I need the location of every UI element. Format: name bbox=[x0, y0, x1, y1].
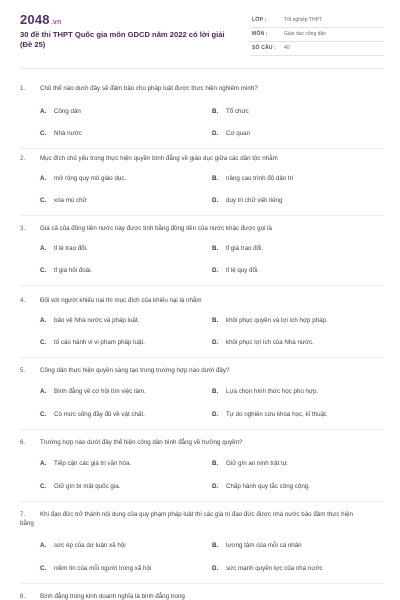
question-text bbox=[20, 438, 360, 447]
option-text: sức ép của dư luận xã hội bbox=[54, 542, 126, 549]
option-d[interactable] bbox=[212, 411, 328, 418]
meta-label: SỐ CÂU : bbox=[252, 45, 277, 51]
option-text: niềm tin của mỗi người trong xã hội bbox=[54, 565, 152, 572]
option-letter: B. bbox=[212, 175, 219, 182]
option-letter: C. bbox=[40, 339, 47, 346]
option-c[interactable] bbox=[40, 267, 92, 274]
document-meta bbox=[250, 14, 384, 56]
option-text: xóa mù chữ bbox=[54, 197, 87, 204]
question-number: 7. bbox=[20, 511, 26, 518]
option-text: khôi phục lợi ích của Nhà nước. bbox=[226, 339, 314, 346]
meta-row-subject bbox=[250, 28, 384, 42]
option-d[interactable] bbox=[212, 339, 314, 346]
meta-row-class bbox=[250, 14, 384, 28]
option-text: Giữ gìn bí mật quốc gia. bbox=[54, 483, 121, 490]
option-letter: B. bbox=[212, 245, 219, 252]
option-b[interactable] bbox=[212, 317, 328, 324]
option-b[interactable] bbox=[212, 388, 318, 395]
question-body: Trường hợp nào dưới đây thể hiện công dân bình đẳng về hưởng quyền? bbox=[40, 439, 243, 446]
option-letter: D. bbox=[212, 197, 219, 204]
option-letter: A. bbox=[40, 108, 47, 115]
option-text: Bình đẳng về cơ hội tìm việc làm. bbox=[54, 388, 146, 395]
option-text: Giữ gìn an ninh trật tự. bbox=[226, 460, 289, 467]
option-a[interactable] bbox=[40, 317, 139, 324]
question-divider bbox=[20, 357, 384, 358]
meta-label: LỚP : bbox=[252, 17, 267, 23]
option-text: Chấp hành quy tắc công cộng. bbox=[226, 483, 310, 490]
option-a[interactable] bbox=[40, 175, 126, 182]
question-divider bbox=[20, 285, 384, 286]
meta-label: MÔN : bbox=[252, 31, 268, 37]
question-number: 3. bbox=[20, 225, 26, 232]
option-text: tỉ giá trao đổi. bbox=[226, 245, 264, 252]
option-c[interactable] bbox=[40, 339, 145, 346]
option-letter: D. bbox=[212, 267, 219, 274]
question-body: Khi đạo đức trở thành nội dung của quy phạm pháp luật thì các giá trị đạo đức được nhà nước bảo đảm thực hiện bằng bbox=[20, 511, 353, 527]
document-title: 30 đề thi THPT Quốc gia môn GDCD năm 2022 có lời giải (Đề 25) bbox=[20, 30, 225, 49]
option-c[interactable] bbox=[40, 130, 82, 137]
question-body: Công dân thực hiện quyền sáng tạo trong trường hợp nào dưới đây? bbox=[40, 367, 230, 374]
question-divider bbox=[20, 148, 384, 149]
option-letter: B. bbox=[212, 108, 219, 115]
option-text: khôi phục quyền và lợi ích hợp pháp. bbox=[226, 317, 328, 324]
question-body: Chủ thể nào dưới đây sẽ đảm bảo cho pháp luật được thực hiện nghiêm minh? bbox=[40, 85, 258, 92]
question-body: Mục đích chủ yếu trong thực hiện quyền bình đẳng về giáo dục giữa các dân tộc nhằm bbox=[40, 155, 278, 162]
option-letter: B. bbox=[212, 388, 219, 395]
option-text: Lựa chọn hình thức học phù hợp. bbox=[226, 388, 319, 395]
option-b[interactable] bbox=[212, 175, 293, 182]
question-text bbox=[20, 154, 360, 163]
option-letter: A. bbox=[40, 542, 47, 549]
site-logo[interactable] bbox=[20, 12, 61, 27]
option-text: Nhà nước bbox=[54, 130, 82, 137]
option-letter: C. bbox=[40, 483, 47, 490]
option-text: tỉ lệ trao đổi. bbox=[54, 245, 88, 252]
option-letter: D. bbox=[212, 411, 219, 418]
option-text: mở rộng quy mô giáo dục. bbox=[54, 175, 127, 182]
option-text: Cơ quan bbox=[226, 130, 251, 137]
option-letter: A. bbox=[40, 175, 47, 182]
question-divider bbox=[20, 501, 384, 502]
question-number: 8. bbox=[20, 593, 26, 600]
option-letter: A. bbox=[40, 245, 47, 252]
option-text: Tự do nghiên cứu khoa học, kĩ thuật. bbox=[226, 411, 328, 418]
logo-suffix: .vn bbox=[50, 19, 62, 26]
option-b[interactable] bbox=[212, 542, 302, 549]
logo-main: 2048 bbox=[20, 12, 50, 27]
meta-value: Tốt nghiệp THPT bbox=[284, 17, 322, 23]
option-text: tố cáo hành vi vi phạm pháp luật. bbox=[54, 339, 145, 346]
question-text bbox=[20, 592, 360, 600]
option-text: lương tâm của mỗi cá nhân bbox=[226, 542, 302, 549]
option-c[interactable] bbox=[40, 411, 145, 418]
option-text: Tổ chức bbox=[226, 108, 249, 115]
option-text: nâng cao trình độ dân trí bbox=[226, 175, 294, 182]
option-letter: A. bbox=[40, 317, 47, 324]
option-c[interactable] bbox=[40, 483, 120, 490]
question-divider bbox=[20, 583, 384, 584]
option-d[interactable] bbox=[212, 267, 259, 274]
question-body: Giá cả của đồng tiền nước này được tính bằng đồng tiền của nước khác được gọi là bbox=[40, 225, 272, 232]
option-b[interactable] bbox=[212, 108, 249, 115]
option-d[interactable] bbox=[212, 130, 250, 137]
option-letter: B. bbox=[212, 542, 219, 549]
question-text bbox=[20, 224, 360, 233]
option-letter: C. bbox=[40, 267, 47, 274]
option-b[interactable] bbox=[212, 245, 263, 252]
option-d[interactable] bbox=[212, 197, 282, 204]
question-body: Đối với người khiếu nại thì mục đích của khiếu nại là nhằm bbox=[40, 297, 202, 304]
option-text: tỉ giá hối đoái. bbox=[54, 267, 93, 274]
option-a[interactable] bbox=[40, 460, 131, 467]
option-letter: C. bbox=[40, 565, 47, 572]
option-text: tỉ lệ quy đổi. bbox=[226, 267, 260, 274]
option-letter: B. bbox=[212, 460, 219, 467]
option-letter: A. bbox=[40, 460, 47, 467]
question-number: 1. bbox=[20, 85, 26, 92]
document-header bbox=[0, 0, 400, 66]
option-text: bảo vệ Nhà nước và pháp luật. bbox=[54, 317, 140, 324]
meta-row-count bbox=[250, 42, 384, 56]
option-a[interactable] bbox=[40, 108, 81, 115]
question-text bbox=[20, 510, 360, 528]
question-text bbox=[20, 366, 360, 375]
option-b[interactable] bbox=[212, 460, 289, 467]
question-text bbox=[20, 84, 360, 93]
question-number: 5. bbox=[20, 367, 26, 374]
option-letter: C. bbox=[40, 411, 47, 418]
option-letter: B. bbox=[212, 317, 219, 324]
option-a[interactable] bbox=[40, 245, 88, 252]
option-text: Công dân bbox=[54, 108, 81, 115]
question-number: 4. bbox=[20, 297, 26, 304]
question-divider bbox=[20, 429, 384, 430]
question-number: 2. bbox=[20, 155, 26, 162]
option-letter: C. bbox=[40, 130, 47, 137]
option-letter: A. bbox=[40, 388, 47, 395]
option-text: Có mức sống đầy đủ về vật chất. bbox=[54, 411, 145, 418]
option-letter: D. bbox=[212, 483, 219, 490]
question-text bbox=[20, 296, 360, 305]
option-text: duy trì chữ viết riêng bbox=[226, 197, 283, 204]
header-divider bbox=[20, 68, 384, 69]
option-d[interactable] bbox=[212, 565, 323, 572]
option-a[interactable] bbox=[40, 388, 146, 395]
meta-value: Giáo dục công dân bbox=[284, 31, 326, 37]
option-a[interactable] bbox=[40, 542, 126, 549]
question-body: Bình đẳng trong kinh doanh nghĩa là bình đẳng trong bbox=[40, 593, 185, 600]
option-c[interactable] bbox=[40, 197, 87, 204]
option-text: sức mạnh quyền lực của nhà nước bbox=[226, 565, 323, 572]
meta-value: 40 bbox=[284, 45, 290, 51]
option-d[interactable] bbox=[212, 483, 310, 490]
option-letter: D. bbox=[212, 130, 219, 137]
question-divider bbox=[20, 215, 384, 216]
question-number: 6. bbox=[20, 439, 26, 446]
option-letter: D. bbox=[212, 565, 219, 572]
option-letter: C. bbox=[40, 197, 47, 204]
option-c[interactable] bbox=[40, 565, 151, 572]
option-text: Tiếp cận các giá trị văn hóa. bbox=[54, 460, 132, 467]
option-letter: D. bbox=[212, 339, 219, 346]
